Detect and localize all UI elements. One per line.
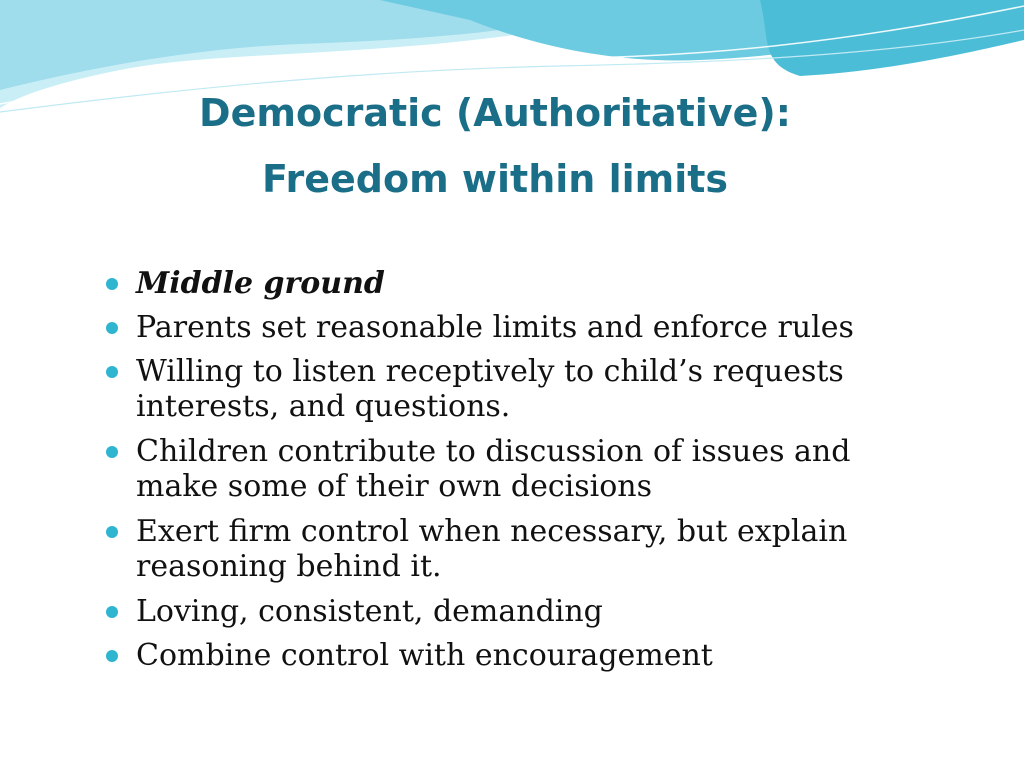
bullet-item <box>104 310 904 345</box>
bullet-text: Parents set reasonable limits and enforce rules <box>136 310 854 345</box>
bullet-item <box>104 266 904 301</box>
bullet-dot-icon <box>106 650 118 662</box>
slide-title-line-2: Freedom within limits <box>261 157 729 201</box>
bullet-dot-icon <box>106 278 118 290</box>
bullet-dot-icon <box>106 322 118 334</box>
bullet-list <box>104 266 904 682</box>
bullet-text: Loving, consistent, demanding <box>136 594 603 629</box>
bullet-dot-icon <box>106 606 118 618</box>
bullet-item <box>104 354 904 424</box>
bullet-item <box>104 434 904 504</box>
bullet-text: Children contribute to discussion of issues and make some of their own decisions <box>136 434 851 504</box>
bullet-item <box>104 594 904 629</box>
bullet-dot-icon <box>106 366 118 378</box>
bullet-dot-icon <box>106 526 118 538</box>
bullet-text: Exert firm control when necessary, but explain reasoning behind it. <box>136 514 848 584</box>
bullet-item <box>104 638 904 673</box>
slide-title <box>0 80 990 212</box>
bullet-text: Combine control with encouragement <box>136 638 713 673</box>
slide-title-line-1: Democratic (Authoritative): <box>199 91 791 135</box>
bullet-text: Willing to listen receptively to child’s requests interests, and questions. <box>136 354 844 424</box>
bullet-dot-icon <box>106 446 118 458</box>
bullet-text: Middle ground <box>136 266 385 301</box>
bullet-item <box>104 514 904 584</box>
